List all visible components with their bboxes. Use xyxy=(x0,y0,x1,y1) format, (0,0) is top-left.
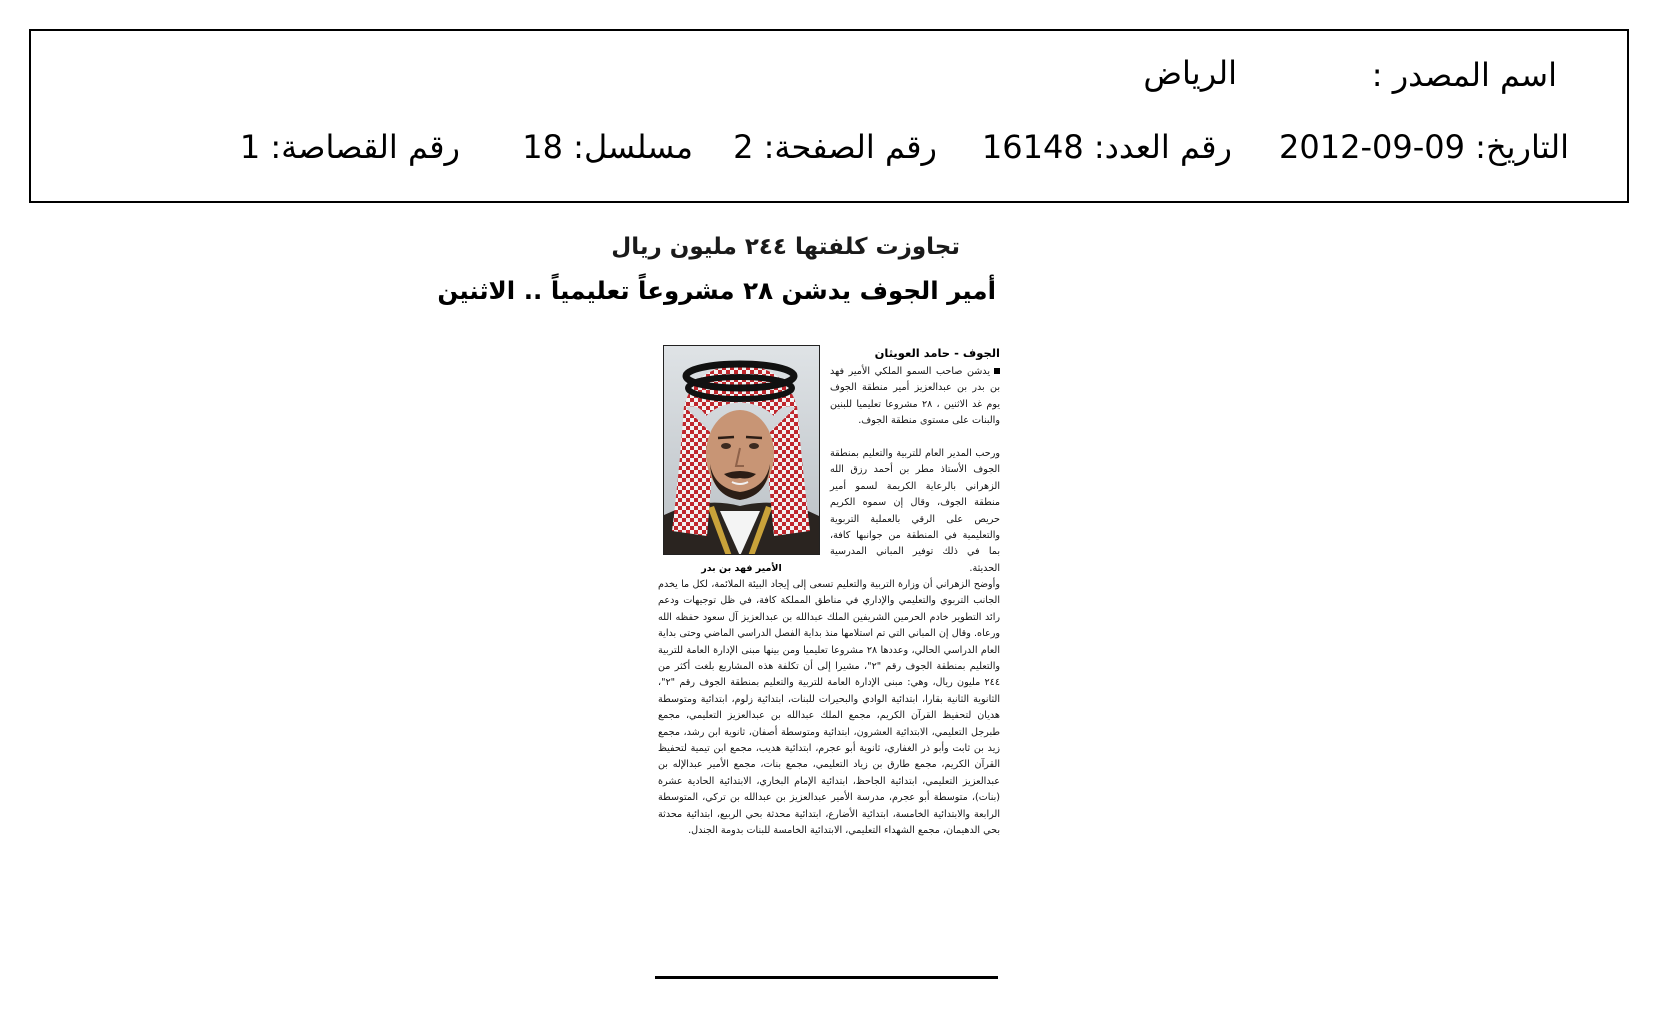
serial-field: مسلسل: 18 xyxy=(522,128,693,166)
source-label: اسم المصدر : xyxy=(1371,56,1557,94)
article-byline: الجوف - حامد العويثان xyxy=(874,346,1000,360)
page-number-field: رقم الصفحة: 2 xyxy=(733,128,937,166)
article-paragraph-1-text: يدشن صاحب السمو الملكي الأمير فهد بن بدر بن عبدالعزيز أمير منطقة الجوف يوم غد الاثنين ، ٢٨ مشروعا تعليميا للبنين والبنات على مستوى منطقة الجوف. xyxy=(830,366,1000,427)
article-paragraph-3: وأوضح الزهراني أن وزارة التربية والتعليم تسعى إلى إيجاد البيئة الملائمة، لكل ما يخدم الجانب التربوي والتعليمي والإداري في مناطق المملكة كافة، في ظل توجيهات ودعم رائد التطوير خادم الحرمين الشريفين الملك عبدالله بن عبدالعزيز آل سعود حفظه الله ورعاه. وقال إن المباني التي تم استلامها منذ بداية الفصل الدراسي الماضي وحتى بداية العام الدراسي الحالي، وعددها ٢٨ مشروعا تعليميا ومن بينها مبنى الإدارة العامة للتربية والتعليم بمنطقة الجوف رقم "٢"، مشيرا إلى أن تكلفة هذه المشاريع بلغت أكثر من ٢٤٤ مليون ريال، وهي: مبنى الإدارة العامة للتربية والتعليم بمنطقة الجوف رقم "٢"، الثانوية الثانية بقارا، ابتدائية الوادي والبحيرات للبنات، ابتدائية زلوم، ابتدائية ومتوسطة هديان لتحفيظ القرآن الكريم، مجمع الملك عبدالله بن عبدالعزيز التعليمي، مجمع طبرجل التعليمي، الابتدائية العشرون، ابتدائية ومتوسطة أصفان، ثانوية ابن رشد، مجمع زيد بن ثابت وأبو ذر الغفاري، ثانوية أبو عجرم، ابتدائية هديب، مجمع ابن تيمية لتحفيظ القرآن الكريم، مجمع طارق بن زياد التعليمي، مجمع بنات، مجمع الأمير عبدالإله بن عبدالعزيز التعليمي، ابتدائية الجاحظ، ابتدائية الإمام البخاري، الابتدائية الحادية عشرة (بنات)، متوسطة أبو عجرم، مدرسة الأمير عبدالعزيز بن عبدالله بن تركي، المتوسطة الرابعة والابتدائية الخامسة، ابتدائية الأضارع، ابتدائية محدثة بحي الربيع، ابتدائية محدثة بحي الدهيمان، مجمع الشهداء التعليمي، الابتدائية الخامسة للبنات بدومة الجندل. xyxy=(658,579,1000,837)
clipping-bottom-rule xyxy=(655,976,998,979)
article-headline: أمير الجوف يدشن ٢٨ مشروعاً تعليمياً .. الاثنين xyxy=(437,276,996,305)
date-field: التاريخ: 09-09-2012 xyxy=(1279,128,1569,166)
photo-caption: الأمير فهد بن بدر xyxy=(701,563,782,574)
newspaper-clipping xyxy=(437,232,1000,986)
article-paragraph-2: ورحب المدير العام للتربية والتعليم بمنطقة الجوف الأستاذ مطر بن أحمد رزق الله الزهراني بالرعاية الكريمة لسمو أمير منطقة الجوف، وقال إن سموه الكريم حريص على الرقي بالعملية التربوية والتعليمية في المنطقة من جوانبها كافة، بما في ذلك توفير المباني المدرسية الحديثة. xyxy=(830,448,1000,574)
source-value: الرياض xyxy=(1143,54,1237,92)
clip-number-field: رقم القصاصة: 1 xyxy=(239,128,460,166)
bullet-marker xyxy=(994,368,1000,374)
article-kicker: تجاوزت كلفتها ٢٤٤ مليون ريال xyxy=(611,234,960,260)
portrait-photo xyxy=(663,345,820,555)
source-info-box xyxy=(29,29,1629,203)
issue-number-field: رقم العدد: 16148 xyxy=(981,128,1232,166)
article-paragraph-1 xyxy=(830,364,1000,430)
portrait-illustration xyxy=(663,346,819,555)
